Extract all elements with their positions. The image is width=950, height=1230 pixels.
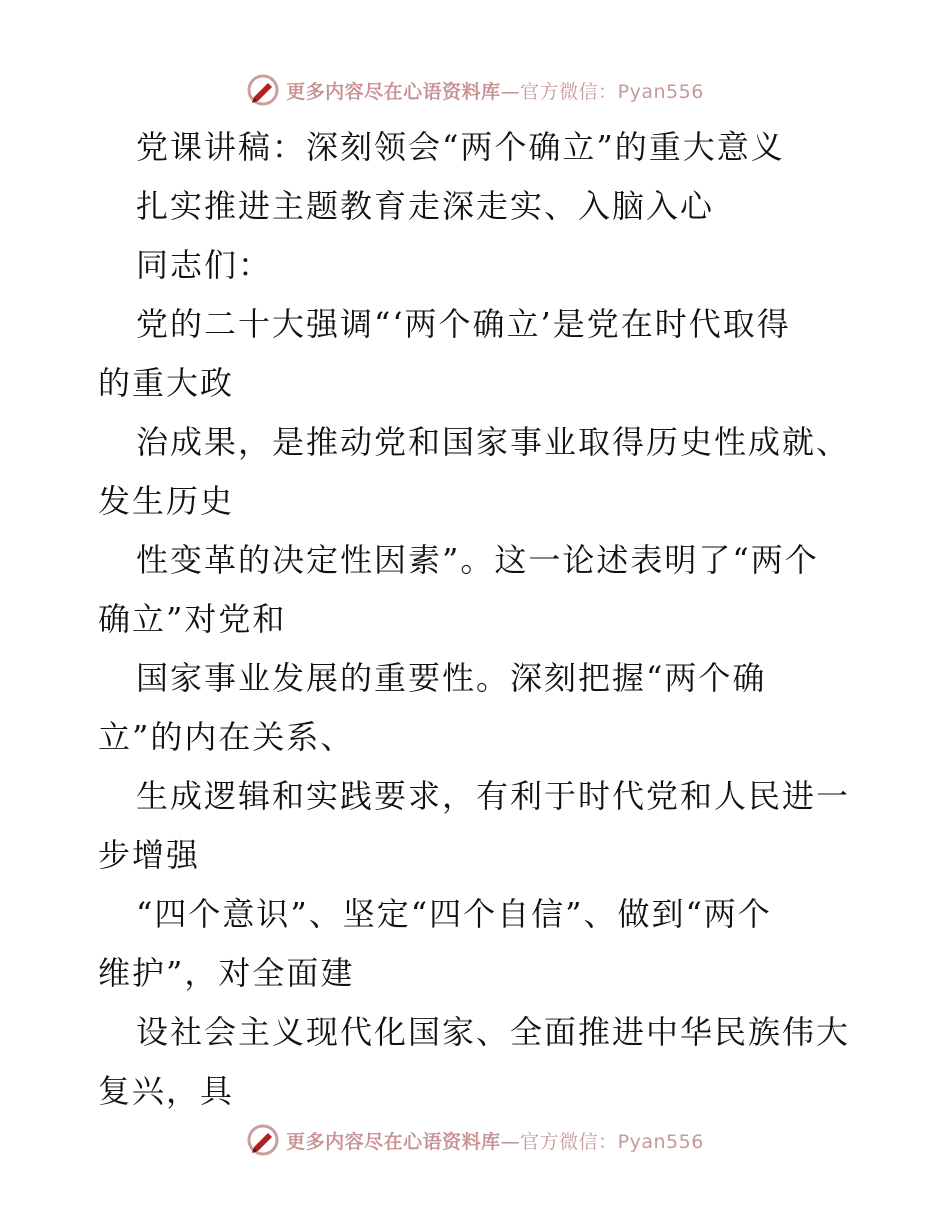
watermark-text — [286, 77, 704, 104]
document-line: 确立”对党和 — [98, 600, 287, 638]
document-line: “四个意识”、坚定“四个自信”、做到“两个 — [136, 895, 772, 933]
pen-logo-icon — [246, 1123, 280, 1157]
watermark-brand: 更多内容尽在心语资料库 — [286, 80, 501, 103]
document-line: 生成逻辑和实践要求，有利于时代党和人民进一 — [136, 777, 851, 815]
document-line: 扎实推进主题教育走深走实、入脑入心 — [136, 187, 715, 225]
pen-logo-icon — [246, 73, 280, 107]
watermark-separator: — — [500, 1130, 521, 1153]
header-watermark-banner — [0, 68, 950, 112]
document-line: 同志们： — [136, 246, 273, 284]
document-line: 设社会主义现代化国家、全面推进中华民族伟大 — [136, 1013, 851, 1051]
document-line: 治成果，是推动党和国家事业取得历史性成就、 — [136, 423, 851, 461]
footer-watermark-banner — [0, 1118, 950, 1162]
watermark-text — [286, 1127, 704, 1154]
watermark-wechat: 官方微信：Pyan556 — [520, 1130, 704, 1153]
document-line: 复兴，具 — [98, 1072, 235, 1110]
watermark-separator: — — [500, 80, 521, 103]
document-line: 维护”，对全面建 — [98, 954, 355, 992]
document-line: 步增强 — [98, 836, 201, 874]
watermark-brand: 更多内容尽在心语资料库 — [286, 1130, 501, 1153]
document-line: 党课讲稿：深刻领会“两个确立”的重大意义 — [136, 128, 785, 166]
document-line: 发生历史 — [98, 482, 235, 520]
document-line: 性变革的决定性因素”。这一论述表明了“两个 — [136, 541, 819, 579]
watermark-wechat: 官方微信：Pyan556 — [520, 80, 704, 103]
document-body — [98, 118, 878, 1121]
document-line: 立”的内在关系、 — [98, 718, 355, 756]
document-line: 的重大政 — [98, 364, 235, 402]
document-line: 国家事业发展的重要性。深刻把握“两个确 — [136, 659, 767, 697]
document-line: 党的二十大强调“‘两个确立’是党在时代取得 — [136, 305, 791, 343]
